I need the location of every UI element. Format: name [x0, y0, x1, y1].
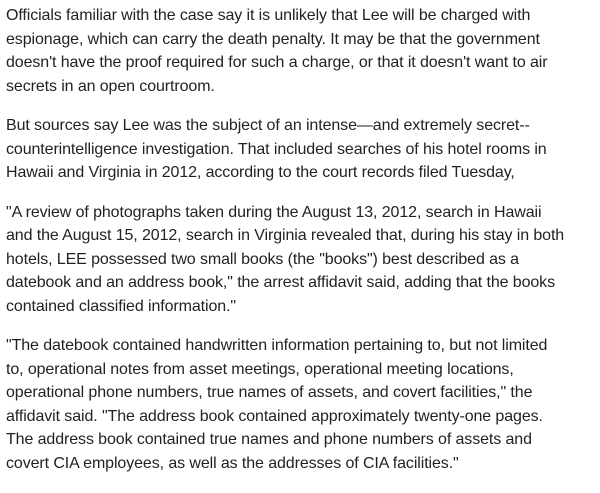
- text-line: espionage, which can carry the death penalty. It may be that the government: [6, 30, 540, 48]
- text-line: to, operational notes from asset meetings, operational meeting locations,: [6, 360, 514, 378]
- text-line: affidavit said. "The address book contained approximately twenty-one pages.: [6, 407, 543, 425]
- text-line: The address book contained true names and phone numbers of assets and: [6, 431, 532, 448]
- paragraph-investigation: [6, 114, 600, 185]
- text-line: operational phone numbers, true names of assets, and covert facilities," the: [6, 384, 533, 401]
- text-line: hotels, LEE possessed two small books (the "books") best described as a: [6, 250, 519, 268]
- text-line: contained classified information.": [6, 297, 236, 315]
- paragraph-datebook-quote: [6, 334, 600, 475]
- text-line: counterintelligence investigation. That included searches of his hotel rooms in: [6, 140, 547, 158]
- text-line: "The datebook contained handwritten information pertaining to, but not limited: [6, 337, 548, 354]
- text-line: covert CIA employees, as well as the addresses of CIA facilities.": [6, 454, 459, 472]
- text-line: datebook and an address book," the arrest affidavit said, adding that the books: [6, 274, 555, 291]
- paragraph-charges: [6, 4, 600, 98]
- text-line: "A review of photographs taken during the August 13, 2012, search in Hawaii: [6, 203, 542, 221]
- text-line: and the August 15, 2012, search in Virginia revealed that, during his stay in both: [6, 227, 565, 244]
- text-line: secrets in an open courtroom.: [6, 77, 215, 95]
- text-line: Hawaii and Virginia in 2012, according to the court records filed Tuesday,: [6, 164, 515, 181]
- text-line: doesn't have the proof required for such a charge, or that it doesn't want to air: [6, 54, 548, 71]
- text-line: But sources say Lee was the subject of an intense—and extremely secret--: [6, 117, 530, 134]
- paragraph-affidavit-quote: [6, 201, 600, 319]
- text-line: Officials familiar with the case say it is unlikely that Lee will be charged with: [6, 7, 531, 24]
